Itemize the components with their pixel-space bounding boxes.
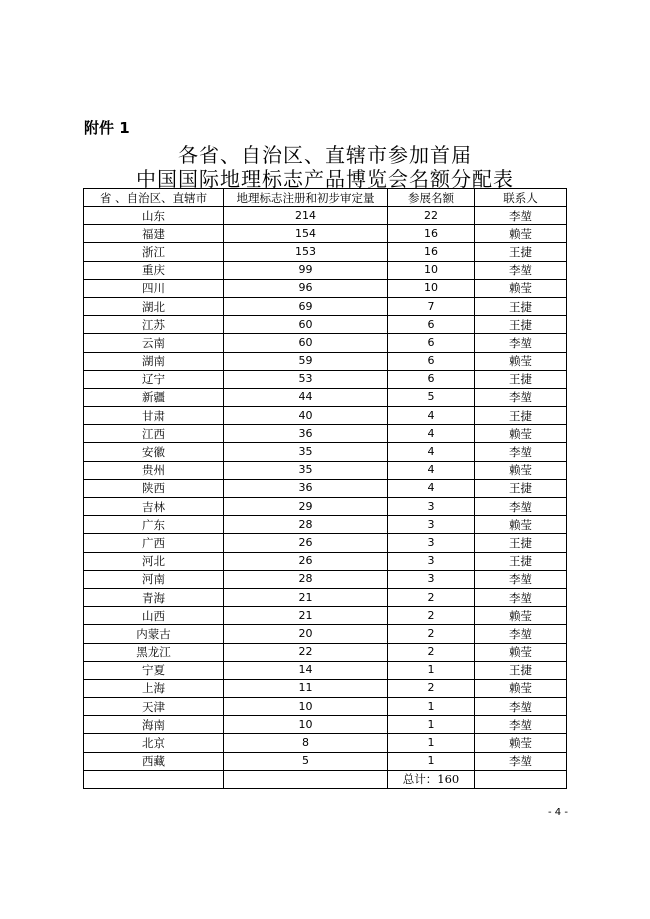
table-row xyxy=(84,243,567,261)
contact-cell: 赖莹 xyxy=(475,279,567,297)
table-row xyxy=(84,225,567,243)
quota-cell: 16 xyxy=(388,243,475,261)
province-cell: 江西 xyxy=(84,425,224,443)
contact-cell: 李堃 xyxy=(475,752,567,770)
quota-cell: 2 xyxy=(388,643,475,661)
count-cell: 44 xyxy=(224,388,388,406)
count-cell: 60 xyxy=(224,316,388,334)
province-cell: 广东 xyxy=(84,516,224,534)
province-cell: 山东 xyxy=(84,207,224,225)
table-row xyxy=(84,425,567,443)
table-row xyxy=(84,461,567,479)
count-cell: 214 xyxy=(224,207,388,225)
count-cell: 21 xyxy=(224,607,388,625)
quota-cell: 2 xyxy=(388,607,475,625)
quota-cell: 16 xyxy=(388,225,475,243)
province-cell: 青海 xyxy=(84,588,224,606)
province-cell: 陕西 xyxy=(84,479,224,497)
province-cell: 河北 xyxy=(84,552,224,570)
header-quota: 参展名额 xyxy=(388,189,475,207)
table-row xyxy=(84,643,567,661)
table-row xyxy=(84,261,567,279)
table-row xyxy=(84,588,567,606)
count-cell: 28 xyxy=(224,570,388,588)
province-cell: 浙江 xyxy=(84,243,224,261)
province-cell: 甘肃 xyxy=(84,407,224,425)
table-row xyxy=(84,752,567,770)
table-header-row xyxy=(84,189,567,207)
province-cell: 黑龙江 xyxy=(84,643,224,661)
count-cell: 99 xyxy=(224,261,388,279)
quota-cell: 10 xyxy=(388,261,475,279)
count-cell: 53 xyxy=(224,370,388,388)
quota-cell: 4 xyxy=(388,479,475,497)
table-row xyxy=(84,334,567,352)
table-row xyxy=(84,516,567,534)
quota-cell: 1 xyxy=(388,734,475,752)
total-cell: 总计：160 xyxy=(388,770,475,788)
province-cell: 北京 xyxy=(84,734,224,752)
table-row xyxy=(84,352,567,370)
table-row xyxy=(84,661,567,679)
quota-cell: 6 xyxy=(388,352,475,370)
contact-cell: 赖莹 xyxy=(475,425,567,443)
total-empty-cell xyxy=(84,770,224,788)
count-cell: 59 xyxy=(224,352,388,370)
page-number: - 4 - xyxy=(548,807,568,818)
province-cell: 辽宁 xyxy=(84,370,224,388)
contact-cell: 李堃 xyxy=(475,334,567,352)
header-count: 地理标志注册和初步审定量 xyxy=(224,189,388,207)
contact-cell: 王捷 xyxy=(475,661,567,679)
province-cell: 内蒙古 xyxy=(84,625,224,643)
quota-cell: 1 xyxy=(388,661,475,679)
count-cell: 29 xyxy=(224,498,388,516)
table-row xyxy=(84,279,567,297)
contact-cell: 王捷 xyxy=(475,316,567,334)
quota-cell: 22 xyxy=(388,207,475,225)
province-cell: 吉林 xyxy=(84,498,224,516)
province-cell: 安徽 xyxy=(84,443,224,461)
contact-cell: 王捷 xyxy=(475,370,567,388)
contact-cell: 赖莹 xyxy=(475,734,567,752)
quota-cell: 6 xyxy=(388,370,475,388)
quota-cell: 3 xyxy=(388,552,475,570)
province-cell: 河南 xyxy=(84,570,224,588)
contact-cell: 李堃 xyxy=(475,261,567,279)
quota-cell: 3 xyxy=(388,498,475,516)
count-cell: 40 xyxy=(224,407,388,425)
count-cell: 36 xyxy=(224,425,388,443)
quota-cell: 1 xyxy=(388,716,475,734)
quota-cell: 2 xyxy=(388,625,475,643)
count-cell: 8 xyxy=(224,734,388,752)
quota-cell: 2 xyxy=(388,588,475,606)
province-cell: 福建 xyxy=(84,225,224,243)
quota-cell: 6 xyxy=(388,334,475,352)
header-contact: 联系人 xyxy=(475,189,567,207)
table-row xyxy=(84,207,567,225)
count-cell: 35 xyxy=(224,443,388,461)
contact-cell: 王捷 xyxy=(475,243,567,261)
contact-cell: 李堃 xyxy=(475,498,567,516)
quota-cell: 1 xyxy=(388,752,475,770)
quota-cell: 3 xyxy=(388,570,475,588)
contact-cell: 赖莹 xyxy=(475,461,567,479)
table-row xyxy=(84,370,567,388)
contact-cell: 赖莹 xyxy=(475,225,567,243)
total-row xyxy=(84,770,567,788)
contact-cell: 王捷 xyxy=(475,534,567,552)
contact-cell: 赖莹 xyxy=(475,643,567,661)
contact-cell: 李堃 xyxy=(475,443,567,461)
count-cell: 10 xyxy=(224,698,388,716)
count-cell: 26 xyxy=(224,534,388,552)
count-cell: 11 xyxy=(224,679,388,697)
count-cell: 5 xyxy=(224,752,388,770)
quota-cell: 4 xyxy=(388,407,475,425)
table-row xyxy=(84,498,567,516)
contact-cell: 赖莹 xyxy=(475,679,567,697)
province-cell: 山西 xyxy=(84,607,224,625)
count-cell: 60 xyxy=(224,334,388,352)
contact-cell: 李堃 xyxy=(475,207,567,225)
province-cell: 天津 xyxy=(84,698,224,716)
table-row xyxy=(84,716,567,734)
table-row xyxy=(84,479,567,497)
count-cell: 154 xyxy=(224,225,388,243)
table-row xyxy=(84,570,567,588)
count-cell: 10 xyxy=(224,716,388,734)
contact-cell: 李堃 xyxy=(475,588,567,606)
contact-cell: 王捷 xyxy=(475,297,567,315)
contact-cell: 赖莹 xyxy=(475,607,567,625)
province-cell: 云南 xyxy=(84,334,224,352)
province-cell: 广西 xyxy=(84,534,224,552)
province-cell: 宁夏 xyxy=(84,661,224,679)
province-cell: 西藏 xyxy=(84,752,224,770)
count-cell: 22 xyxy=(224,643,388,661)
contact-cell: 李堃 xyxy=(475,388,567,406)
total-empty-cell xyxy=(224,770,388,788)
quota-table xyxy=(83,188,567,789)
table-row xyxy=(84,734,567,752)
contact-cell: 赖莹 xyxy=(475,516,567,534)
province-cell: 江苏 xyxy=(84,316,224,334)
quota-cell: 3 xyxy=(388,516,475,534)
quota-cell: 2 xyxy=(388,679,475,697)
table-row xyxy=(84,679,567,697)
count-cell: 36 xyxy=(224,479,388,497)
province-cell: 贵州 xyxy=(84,461,224,479)
header-province: 省 、自治区、直辖市 xyxy=(84,189,224,207)
contact-cell: 李堃 xyxy=(475,698,567,716)
province-cell: 重庆 xyxy=(84,261,224,279)
table-row xyxy=(84,407,567,425)
quota-cell: 4 xyxy=(388,425,475,443)
quota-cell: 7 xyxy=(388,297,475,315)
count-cell: 96 xyxy=(224,279,388,297)
contact-cell: 王捷 xyxy=(475,407,567,425)
quota-cell: 6 xyxy=(388,316,475,334)
province-cell: 新疆 xyxy=(84,388,224,406)
attachment-label: 附件 1 xyxy=(84,119,130,137)
count-cell: 28 xyxy=(224,516,388,534)
table-row xyxy=(84,316,567,334)
table-row xyxy=(84,607,567,625)
table-row xyxy=(84,625,567,643)
document-title-line-1: 各省、自治区、直辖市参加首届 xyxy=(178,143,472,167)
count-cell: 20 xyxy=(224,625,388,643)
quota-cell: 3 xyxy=(388,534,475,552)
quota-cell: 4 xyxy=(388,461,475,479)
table-row xyxy=(84,388,567,406)
province-cell: 湖北 xyxy=(84,297,224,315)
table-row xyxy=(84,552,567,570)
count-cell: 35 xyxy=(224,461,388,479)
table-row xyxy=(84,297,567,315)
contact-cell: 李堃 xyxy=(475,716,567,734)
table-row xyxy=(84,534,567,552)
total-empty-cell xyxy=(475,770,567,788)
contact-cell: 李堃 xyxy=(475,570,567,588)
table-row xyxy=(84,698,567,716)
table-row xyxy=(84,443,567,461)
quota-cell: 10 xyxy=(388,279,475,297)
quota-cell: 5 xyxy=(388,388,475,406)
count-cell: 26 xyxy=(224,552,388,570)
document-title-line-2: 中国国际地理标志产品博览会名额分配表 xyxy=(136,167,514,191)
province-cell: 四川 xyxy=(84,279,224,297)
count-cell: 69 xyxy=(224,297,388,315)
province-cell: 上海 xyxy=(84,679,224,697)
quota-cell: 1 xyxy=(388,698,475,716)
count-cell: 153 xyxy=(224,243,388,261)
contact-cell: 赖莹 xyxy=(475,352,567,370)
province-cell: 湖南 xyxy=(84,352,224,370)
count-cell: 21 xyxy=(224,588,388,606)
contact-cell: 李堃 xyxy=(475,625,567,643)
contact-cell: 王捷 xyxy=(475,479,567,497)
province-cell: 海南 xyxy=(84,716,224,734)
contact-cell: 王捷 xyxy=(475,552,567,570)
quota-cell: 4 xyxy=(388,443,475,461)
count-cell: 14 xyxy=(224,661,388,679)
